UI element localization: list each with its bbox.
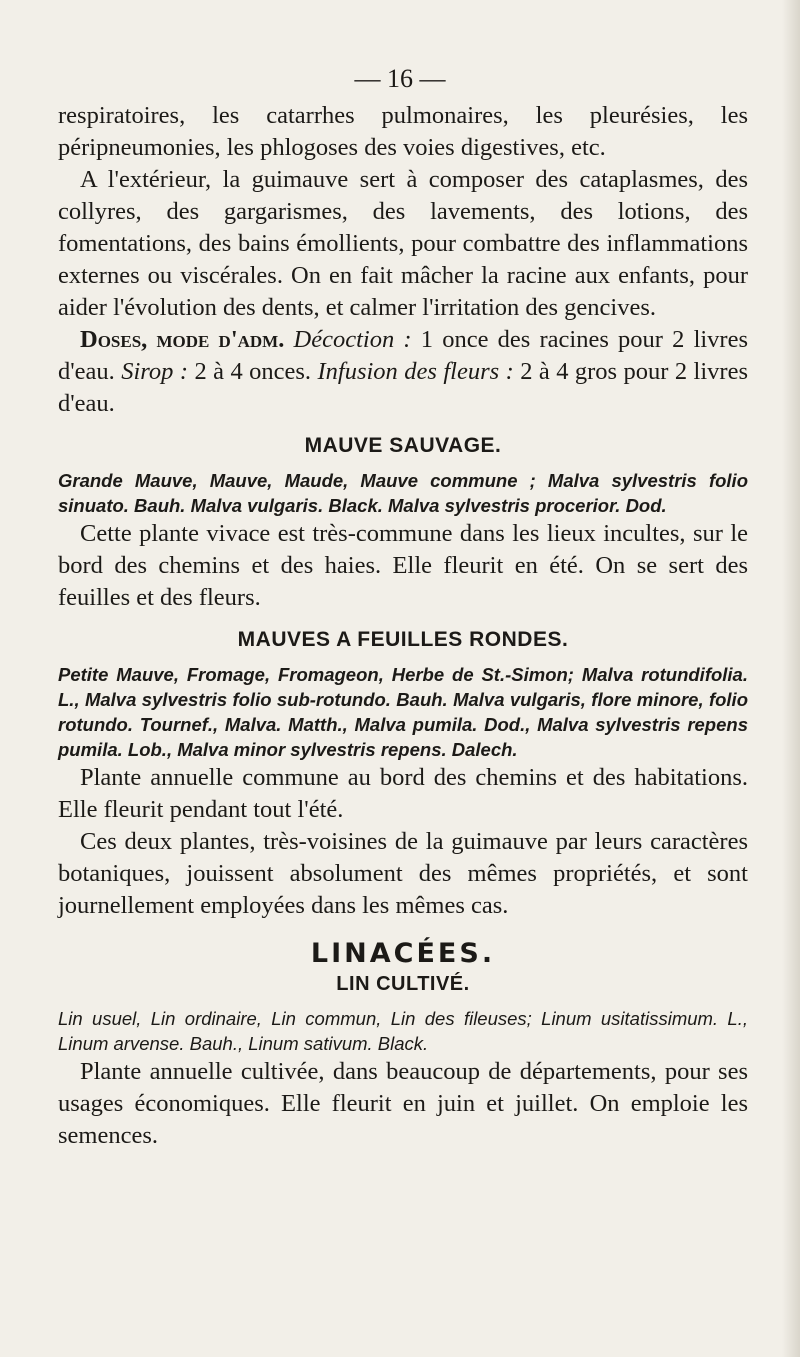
infusion-label: Infusion des fleurs :: [311, 358, 514, 385]
paragraph-respiratoires: respiratoires, les catarrhes pulmonaires, les pleurésies, les péripneumonies, les phlogoses des voies digestives, etc.: [58, 102, 748, 161]
text-mauve-sauvage: Cette plante vivace est très-commune dans les lieux incultes, sur le bord des chemins et des haies. Elle fleurit en été. On se sert des feuilles et des fleurs.: [58, 520, 748, 611]
decoction-text: 1 once des racines pour 2 livres d'eau.: [58, 326, 749, 385]
text-mauves-rondes-1: Plante annuelle commune au bord des chemins et des habitations. Elle fleurit pendant tout l'été.: [58, 764, 748, 823]
sirop-text: 2 à 4 onces.: [188, 358, 312, 385]
heading-linacees: LINACÉES.: [310, 938, 496, 969]
synonyms-lin: [58, 1006, 748, 1056]
paragraph-doses: [58, 324, 748, 420]
heading-mauves-rondes: MAUVES A FEUILLES RONDES.: [237, 628, 569, 651]
paragraph-exterieur: A l'extérieur, la guimauve sert à composer des cataplasmes, des collyres, des gargarismes, des lavements, des lotions, des fomentations, des bains émollients, pour combattre des inflammations externes ou viscérales. On en fait mâcher la racine aux enfants, pour aider l'évolution des dents, et calmer l'irritation des gencives.: [58, 166, 748, 321]
doses-lead: Doses, mode d'adm.: [80, 326, 285, 353]
infusion-text: 2 à 4 gros pour 2 livres d'eau.: [58, 358, 748, 417]
page-content: [58, 100, 748, 1152]
heading-lin-cultive: LIN CULTIVÉ.: [336, 973, 470, 995]
page-number: — 16 —: [354, 64, 446, 93]
synonyms-mauves-rondes-text: Petite Mauve, Fromage, Fromageon, Herbe de St.-Simon; Malva rotundifolia. L., Malva sylvestris folio sub-rotundo. Bauh. Malva vulgaris, flore minore, folio rotundo. Tournef., Malva. Matth., Malva pumila. Dod., Malva sylvestris repens pumila. Lob., Malva minor sylvestris repens. Dalech.: [58, 664, 748, 760]
heading-mauve-sauvage: MAUVE SAUVAGE.: [304, 434, 502, 457]
decoction-label: Décoction :: [293, 326, 412, 353]
synonyms-mauves-rondes: [58, 662, 748, 762]
sirop-label: Sirop :: [114, 358, 189, 385]
text-mauves-rondes-2: Ces deux plantes, très-voisines de la guimauve par leurs caractères botaniques, jouissent absolument des mêmes propriétés, et sont journellement employées dans les mêmes cas.: [58, 828, 748, 919]
synonyms-mauve-sauvage: [58, 468, 748, 518]
synonyms-mauve-sauvage-text: Grande Mauve, Mauve, Maude, Mauve commune ; Malva sylvestris folio sinuato. Bauh. Malva vulgaris. Black. Malva sylvestris procerior. Dod.: [58, 470, 748, 516]
text-lin: Plante annuelle cultivée, dans beaucoup de départements, pour ses usages économiques. Elle fleurit en juin et juillet. On emploie les semences.: [58, 1058, 748, 1149]
page-edge-shadow: [782, 0, 800, 1357]
synonyms-lin-text: Lin usuel, Lin ordinaire, Lin commun, Lin des fileuses; Linum usitatissimum. L., Linum arvense. Bauh., Linum sativum. Black.: [58, 1008, 748, 1054]
